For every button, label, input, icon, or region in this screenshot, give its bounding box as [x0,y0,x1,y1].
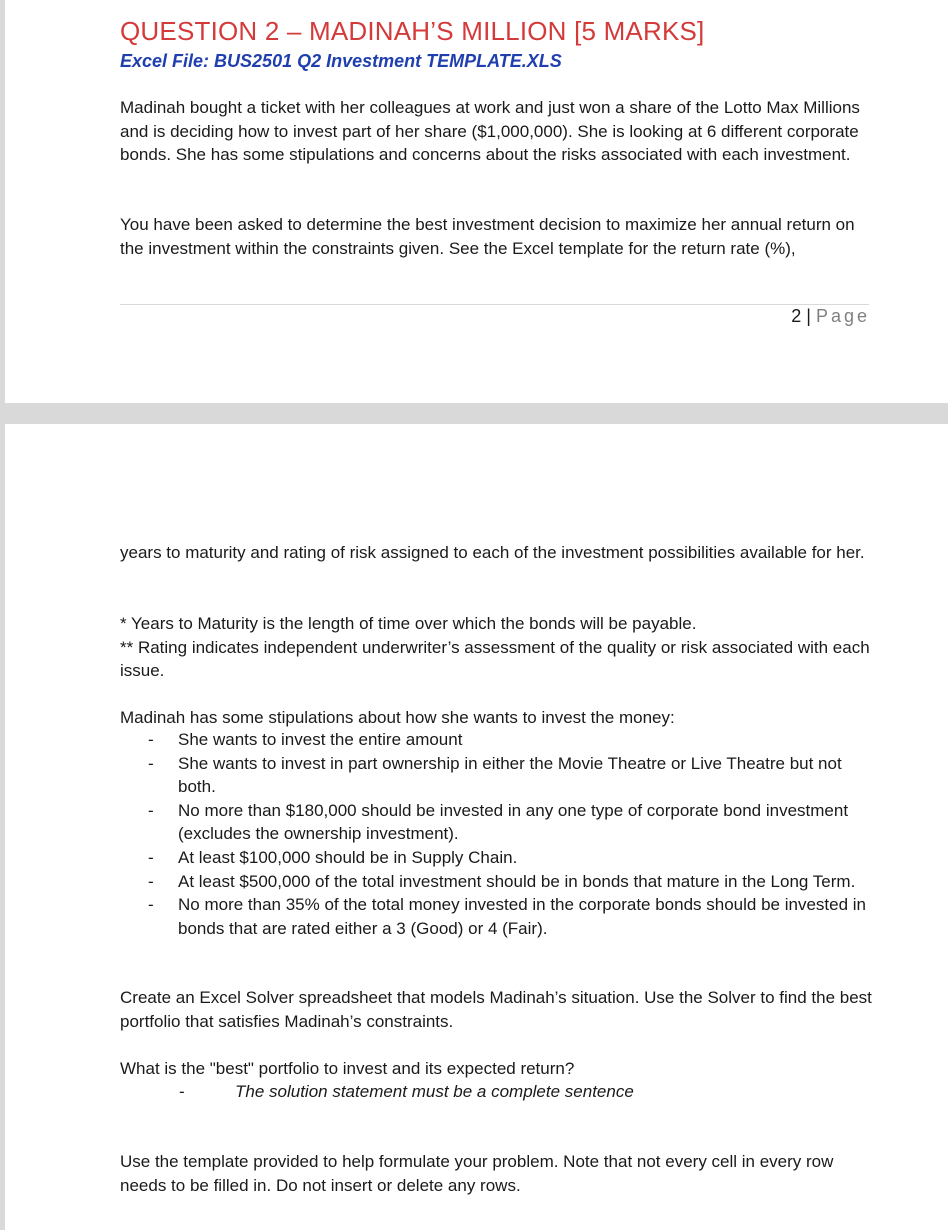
list-item: - She wants to invest in part ownership in either the Movie Theatre or Live Theatre but not both. [148,753,842,797]
stipulations-list [120,728,880,940]
page-number: 2 [791,306,802,326]
solver-instruction: Create an Excel Solver spreadsheet that models Madinah’s situation. Use the Solver to find the best portfolio that satisfies Madinah’s constraints. [120,988,872,1031]
stipulations-intro: Madinah has some stipulations about how she wants to invest the money: [120,708,675,727]
excel-file-name: Excel File: BUS2501 Q2 Investment TEMPLATE.XLS [120,51,562,71]
document-page-2: years to maturity and rating of risk assigned to each of the investment possibilities available for her. * Years to Maturity is the length of time over which the bonds will be payable. ** Rating indicates independent underwriter’s assessment of the quality or risk associated with each issue. Madinah has some stipulations about how she wants to invest the money: - She wants to invest the entire amount - She wants to invest in part ownership in either the Movie Theatre or Live Theatre but not both. - No more than $180,000 should be invested in any one type of corporate bond investment (excludes the ownership investment). - At least $100,000 should be in Supply Chain. - At least $500,000 of the total investment should be in bonds that mature in the Long Term. - No more than 35% of the total money invested in the corporate bonds should be invested in bonds that are rated either a 3 (Good) or 4 (Fair). Create an Excel Solver spreadsheet that models Madinah’s situation. Use the Solver to find the best portfolio that satisfies Madinah’s constraints. What is the "best" portfolio to invest and its expected return? - The solution statement must be a complete sentence Use the template provided to help formulate your problem. Note that not every cell in every row needs to be filled in. Do not insert or delete any rows. [5,424,948,1230]
continued-paragraph: years to maturity and rating of risk assigned to each of the investment possibilities available for her. [120,543,865,562]
question-note-text: The solution statement must be a complete sentence [235,1082,634,1101]
list-item: - At least $500,000 of the total investment should be in bonds that mature in the Long Term. [148,871,856,891]
question-text: What is the "best" portfolio to invest and its expected return? [120,1059,575,1078]
page-label: Page [815,306,870,326]
task-paragraph: You have been asked to determine the best investment decision to maximize her annual return on the investment within the constraints given. See the Excel template for the return rate (%), [120,215,855,258]
footnotes [120,612,880,683]
page-separator: | [806,306,811,326]
note-rating: ** Rating indicates independent underwriter’s assessment of the quality or risk associated with each issue. [120,637,870,681]
document-page-1 [5,0,948,403]
list-item: - No more than 35% of the total money invested in the corporate bonds should be invested in bonds that are rated either a 3 (Good) or 4 (Fair). [148,895,866,938]
list-item: - At least $100,000 should be in Supply Chain. [148,847,518,867]
intro-paragraph: Madinah bought a ticket with her colleagues at work and just won a share of the Lotto Max Millions and is deciding how to invest part of her share ($1,000,000). She is looking at 6 different corporate bonds. She has some stipulations and concerns about the risks associated with each investment. [120,98,860,165]
footer-divider [120,304,869,305]
page-footer [791,306,870,327]
question-title: QUESTION 2 – MADINAH’S MILLION [5 MARKS] [120,16,705,46]
note-maturity: * Years to Maturity is the length of time over which the bonds will be payable. [120,614,697,633]
list-item: - No more than $180,000 should be invested in any one type of corporate bond investment (excludes the ownership investment). [148,800,849,844]
template-note: Use the template provided to help formulate your problem. Note that not every cell in every row needs to be filled in. Do not insert or delete any rows. [120,1152,834,1195]
list-item: - She wants to invest the entire amount [148,730,463,749]
